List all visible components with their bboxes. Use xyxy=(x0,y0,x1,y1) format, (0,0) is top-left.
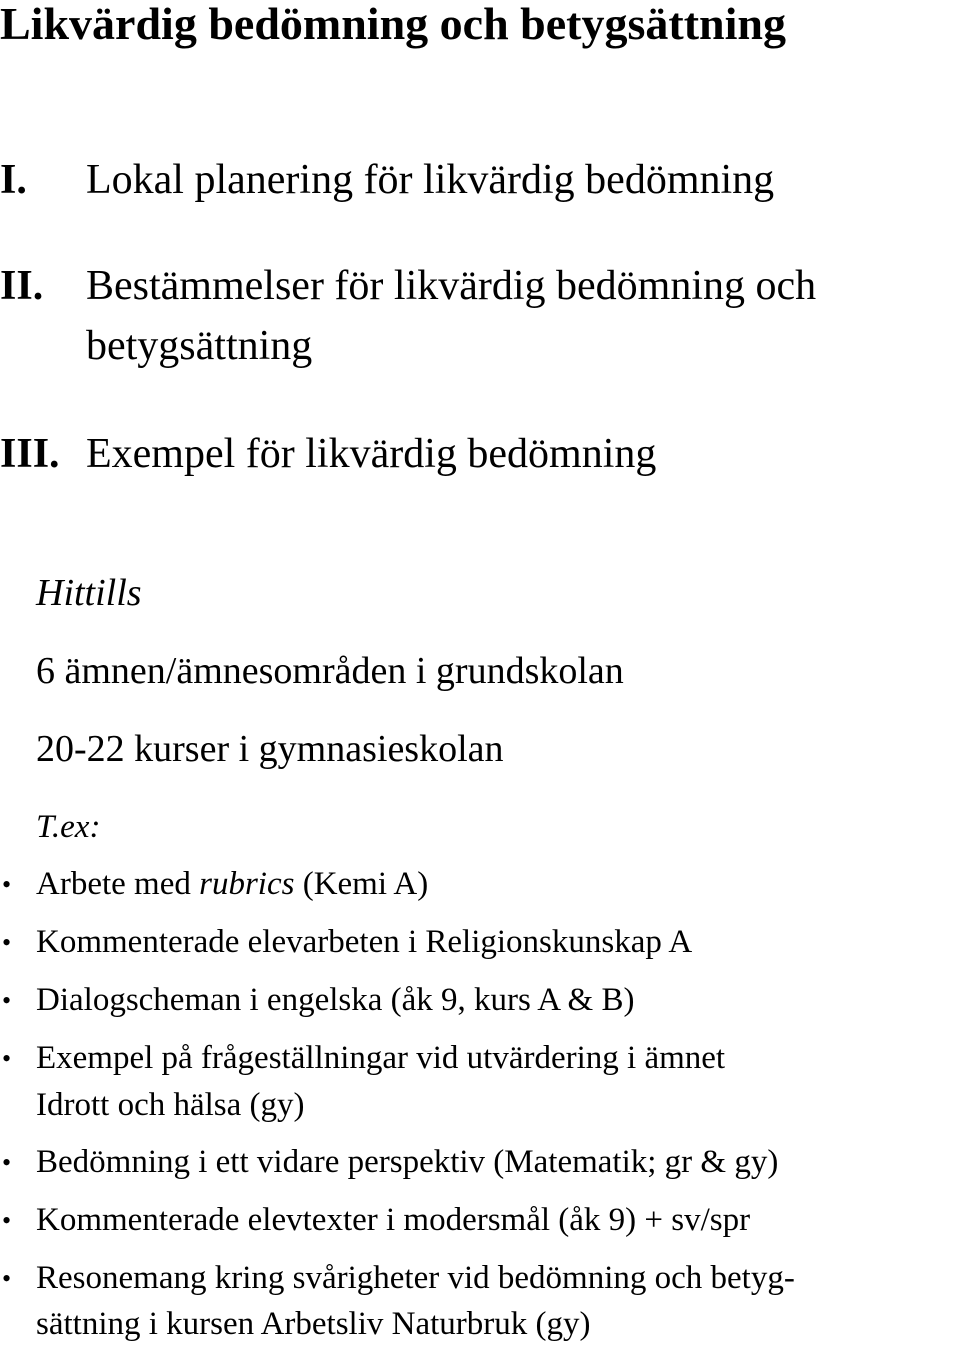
bullet-icon: • xyxy=(2,1264,12,1293)
bullet-icon: • xyxy=(2,1148,12,1177)
section-number: I. xyxy=(0,157,27,203)
bullet-icon: • xyxy=(2,1044,12,1073)
hittills-line-grundskolan: 6 ämnen/ämnesområden i grundskolan xyxy=(36,650,624,692)
list-item-text: Kommenterade elevtexter i modersmål (åk 9) + sv/spr xyxy=(36,1202,751,1238)
hittills-heading: Hittills xyxy=(36,572,142,614)
section-number: III. xyxy=(0,431,60,477)
list-item-text: Exempel på frågeställningar vid utvärdering i ämnet xyxy=(36,1040,726,1076)
examples-label: T.ex: xyxy=(36,809,101,845)
section-heading: Bestämmelser för likvärdig bedömning och xyxy=(86,263,817,309)
list-item-text-continued: sättning i kursen Arbetsliv Naturbruk (gy) xyxy=(36,1306,591,1342)
rubrics-term: rubrics xyxy=(199,866,295,902)
section-heading: Lokal planering för likvärdig bedömning xyxy=(86,157,775,203)
section-heading-continued: betygsättning xyxy=(86,323,313,369)
list-item-text: Dialogscheman i engelska (åk 9, kurs A & B) xyxy=(36,982,635,1018)
list-item-text: Arbete med rubrics (Kemi A) xyxy=(36,866,429,902)
bullet-icon: • xyxy=(2,870,12,899)
section-heading: Exempel för likvärdig bedömning xyxy=(86,431,657,477)
bullet-icon: • xyxy=(2,928,12,957)
bullet-icon: • xyxy=(2,1206,12,1235)
page-title: Likvärdig bedömning och betygsättning xyxy=(0,0,786,49)
list-item-text-continued: Idrott och hälsa (gy) xyxy=(36,1087,305,1123)
hittills-line-gymnasieskolan: 20-22 kurser i gymnasieskolan xyxy=(36,728,504,770)
bullet-icon: • xyxy=(2,986,12,1015)
list-item-text: Resonemang kring svårigheter vid bedömning och betyg- xyxy=(36,1260,795,1296)
section-number: II. xyxy=(0,263,44,309)
list-item-text: Kommenterade elevarbeten i Religionskunskap A xyxy=(36,924,693,960)
list-item-text: Bedömning i ett vidare perspektiv (Matematik; gr & gy) xyxy=(36,1144,779,1180)
